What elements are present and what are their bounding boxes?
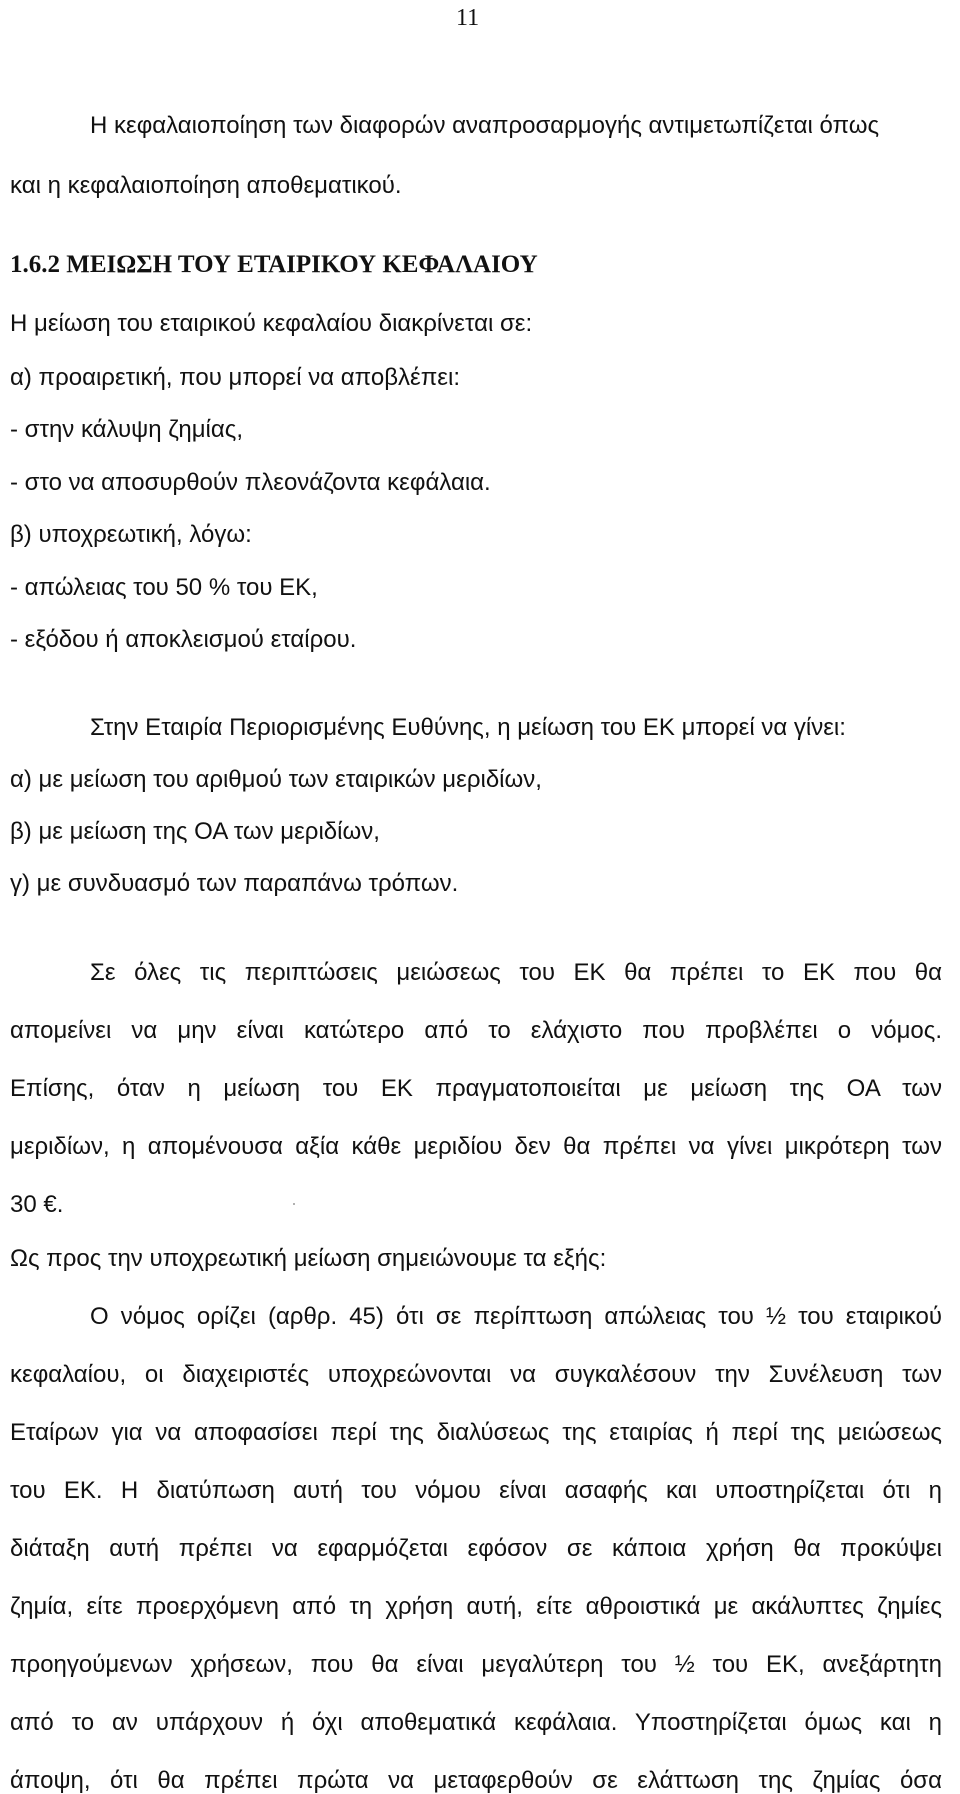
intro-line: και η κεφαλαιοποίηση αποθεματικού. xyxy=(10,172,402,199)
paragraph-line: απομείνει να μην είναι κατώτερο από το ελάχιστο που προβλέπει ο νόμος. xyxy=(10,1017,942,1044)
paragraph-line: Σε όλες τις περιπτώσεις μειώσεως του ΕΚ θα πρέπει το ΕΚ που θα xyxy=(90,959,942,986)
epe-intro: Στην Εταιρία Περιορισμένης Ευθύνης, η μείωση του ΕΚ μπορεί να γίνει: xyxy=(90,714,846,741)
paragraph-line: Εταίρων για να αποφασίσει περί της διαλύσεως της εταιρίας ή περί της μειώσεως xyxy=(10,1419,942,1446)
paragraph-line: ζημία, είτε προερχόμενη από τη χρήση αυτή, είτε αθροιστικά με ακάλυπτες ζημίες xyxy=(10,1593,942,1620)
scan-speck xyxy=(293,1203,295,1205)
paragraph-line: 30 €. xyxy=(10,1191,64,1218)
paragraph-line: διάταξη αυτή πρέπει να εφαρμόζεται εφόσον σε κάποια χρήση θα προκύψει xyxy=(10,1535,942,1562)
epe-item: α) με μείωση του αριθμού των εταιρικών μεριδίων, xyxy=(10,766,542,793)
mandatory-intro: Ως προς την υποχρεωτική μείωση σημειώνουμε τα εξής: xyxy=(10,1245,607,1272)
intro-line: Η κεφαλαιοποίηση των διαφορών αναπροσαρμογής αντιμετωπίζεται όπως xyxy=(90,112,880,139)
paragraph-line: κεφαλαίου, οι διαχειριστές υποχρεώνονται να συγκαλέσουν την Συνέλευση των xyxy=(10,1361,942,1388)
epe-item: γ) με συνδυασμό των παραπάνω τρόπων. xyxy=(10,870,459,897)
classification-b-item: - εξόδου ή αποκλεισμού εταίρου. xyxy=(10,626,357,653)
classification-a-item: - στο να αποσυρθούν πλεονάζοντα κεφάλαια. xyxy=(10,469,491,496)
section-heading: 1.6.2 ΜΕΙΩΣΗ ΤΟΥ ΕΤΑΙΡΙΚΟΥ ΚΕΦΑΛΑΙΟΥ xyxy=(10,251,538,278)
classification-a-label: α) προαιρετική, που μπορεί να αποβλέπει: xyxy=(10,364,460,391)
classification-a-item: - στην κάλυψη ζημίας, xyxy=(10,416,243,443)
classification-b-label: β) υποχρεωτική, λόγω: xyxy=(10,521,252,548)
paragraph-line: από το αν υπάρχουν ή όχι αποθεματικά κεφάλαια. Υποστηρίζεται όμως και η xyxy=(10,1709,942,1736)
paragraph-line: άποψη, ότι θα πρέπει πρώτα να μεταφερθούν σε ελάττωση της ζημίας όσα xyxy=(10,1767,942,1794)
paragraph-line: μεριδίων, η απομένουσα αξία κάθε μεριδίου δεν θα πρέπει να γίνει μικρότερη των xyxy=(10,1133,942,1160)
page-number: 11 xyxy=(456,5,480,31)
classification-b-item: - απώλειας του 50 % του ΕΚ, xyxy=(10,574,318,601)
classification-intro: Η μείωση του εταιρικού κεφαλαίου διακρίνεται σε: xyxy=(10,310,533,337)
paragraph-line: Ο νόμος ορίζει (αρθρ. 45) ότι σε περίπτωση απώλειας του ½ του εταιρικού xyxy=(90,1303,942,1330)
paragraph-line: του ΕΚ. Η διατύπωση αυτή του νόμου είναι ασαφής και υποστηρίζεται ότι η xyxy=(10,1477,942,1504)
paragraph-line: Επίσης, όταν η μείωση του ΕΚ πραγματοποιείται με μείωση της ΟΑ των xyxy=(10,1075,942,1102)
epe-item: β) με μείωση της ΟΑ των μεριδίων, xyxy=(10,818,380,845)
paragraph-line: προηγούμενων χρήσεων, που θα είναι μεγαλύτερη του ½ του ΕΚ, ανεξάρτητη xyxy=(10,1651,942,1678)
